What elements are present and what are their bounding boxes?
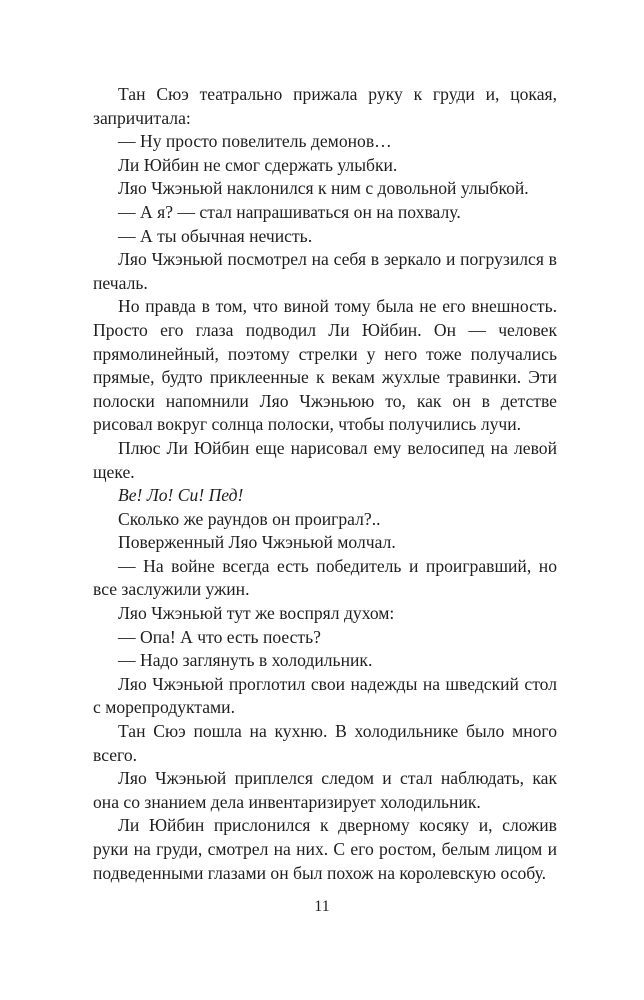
paragraph-3: Ли Юйбин не смог сдержать улыбки. [118, 154, 398, 175]
paragraph-7: Ляо Чжэньюй посмотрел на себя в зеркало и погрузился в печаль. [93, 249, 557, 293]
paragraph-5: — А я? — стал напрашиваться он на похвалу. [118, 201, 461, 222]
paragraph-14: Ляо Чжэньюй тут же воспрял духом: [118, 603, 395, 624]
paragraph-1: Тан Сюэ театрально прижала руку к груди и, цокая, запричитала: [93, 84, 557, 128]
paragraph-11: Сколько же раундов он проиграл?.. [118, 508, 381, 529]
paragraph-2: — Ну просто повелитель демонов… [118, 131, 392, 152]
paragraph-6: — А ты обычная нечисть. [118, 225, 313, 246]
paragraph-13: — На войне всегда есть победитель и проигравший, но все заслужили ужин. [93, 555, 557, 600]
paragraph-19: Ляо Чжэньюй приплелся следом и стал наблюдать, как она со знанием дела инвентаризирует холодильник. [93, 768, 557, 812]
paragraph-8: Но правда в том, что виной тому была не его внешность. Просто его глаза подводил Ли Юйбин. Он — человек прямолинейный, поэтому стрелки у него тоже получались прямые, будто приклеенные к векам жухлые травинки. Эти полоски напомнили Ляо Чжэньюю то, как он в детстве рисовал вокруг солнца полоски, чтобы получились лучи. [93, 296, 557, 435]
paragraph-17: Ляо Чжэньюй проглотил свои надежды на шведский стол с морепродуктами. [93, 673, 557, 718]
paragraph-9: Плюс Ли Юйбин еще нарисовал ему велосипед на левой щеке. [93, 437, 557, 482]
paragraph-10: Ве! Ло! Си! Пед! [118, 485, 244, 506]
page-number: 11 [314, 898, 330, 915]
paragraph-18: Тан Сюэ пошла на кухню. В холодильнике было много всего. [93, 721, 557, 765]
paragraph-12: Поверженный Ляо Чжэньюй молчал. [118, 532, 396, 553]
paragraph-4: Ляо Чжэньюй наклонился к ним с довольной улыбкой. [118, 178, 529, 199]
body-text [93, 83, 557, 885]
paragraph-16: — Надо заглянуть в холодильник. [118, 650, 373, 671]
paragraph-20: Ли Юйбин прислонился к дверному косяку и, сложив руки на груди, смотрел на них. С его ростом, белым лицом и подведенными глазами он был похож на королевскую особу. [93, 815, 557, 883]
paragraph-15: — Опа! А что есть поесть? [118, 626, 321, 647]
